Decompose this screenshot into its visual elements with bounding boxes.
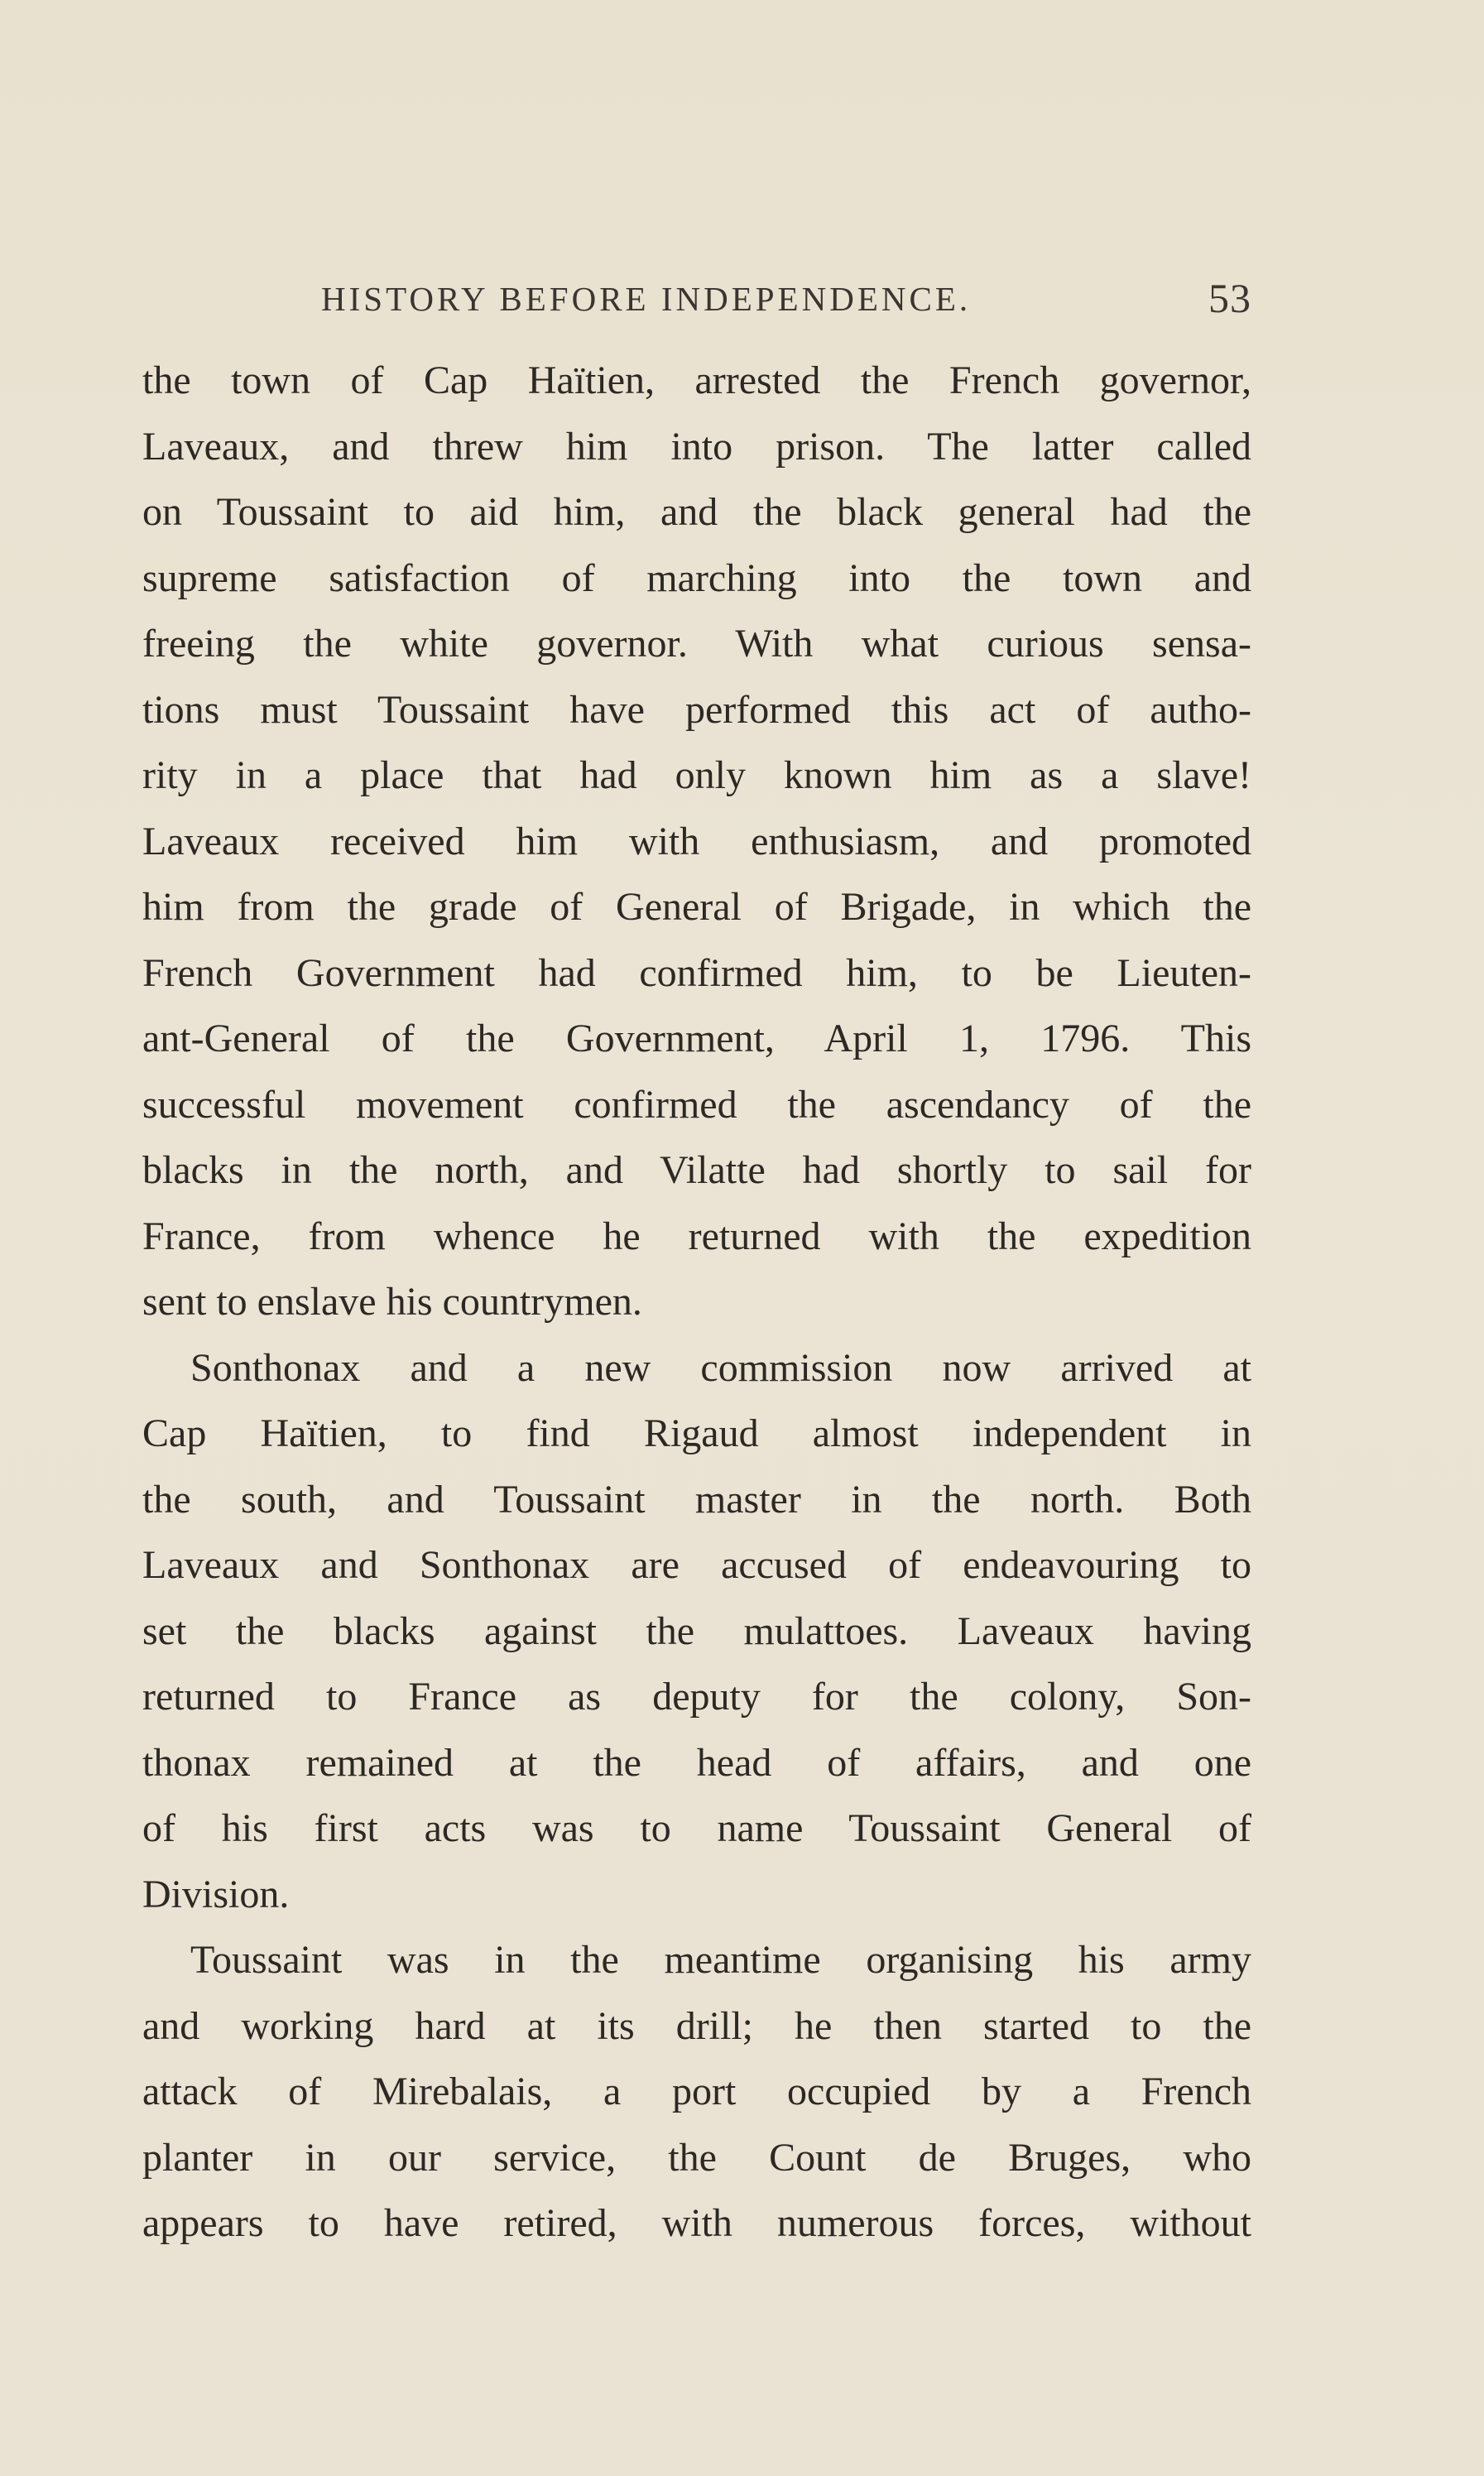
text-line: tions must Toussaint have performed this act of autho- <box>142 687 1251 732</box>
text-line: and working hard at its drill; he then started to the <box>142 2003 1251 2048</box>
text-line: the south, and Toussaint master in the north. Both <box>142 1477 1251 1522</box>
text-line: him from the grade of General of Brigade, in which the <box>142 885 1251 929</box>
body-text <box>142 348 1251 2257</box>
text-line: Sonthonax and a new commission now arrived at <box>190 1345 1251 1390</box>
text-line: Laveaux and Sonthonax are accused of endeavouring to <box>142 1543 1251 1587</box>
text-line: Laveaux, and threw him into prison. The latter called <box>142 424 1251 469</box>
text-line: sent to enslave his countrymen. <box>142 1280 642 1324</box>
text-line: planter in our service, the Count de Bruges, who <box>142 2135 1251 2180</box>
text-line: ant-General of the Government, April 1, 1796. This <box>142 1017 1251 1060</box>
running-head <box>321 275 1251 329</box>
text-line: France, from whence he returned with the expedition <box>142 1214 1251 1258</box>
text-line: of his first acts was to name Toussaint General of <box>142 1806 1251 1850</box>
text-line: set the blacks against the mulattoes. Laveaux having <box>142 1608 1251 1653</box>
text-line: Cap Haïtien, to find Rigaud almost independent in <box>142 1411 1251 1455</box>
text-line: Laveaux received him with enthusiasm, and promoted <box>142 819 1251 863</box>
text-line: French Government had confirmed him, to be Lieuten- <box>142 950 1251 995</box>
text-line: blacks in the north, and Vilatte had shortly to sail for <box>142 1148 1251 1192</box>
text-line: attack of Mirebalais, a port occupied by a French <box>142 2070 1251 2113</box>
text-line: on Toussaint to aid him, and the black general had the <box>142 490 1251 534</box>
text-line: returned to France as deputy for the colony, Son- <box>142 1675 1251 1719</box>
text-line: supreme satisfaction of marching into the town and <box>142 555 1251 600</box>
text-line: the town of Cap Haïtien, arrested the French governor, <box>142 358 1251 402</box>
text-line: successful movement confirmed the ascendancy of the <box>142 1082 1251 1127</box>
text-line: freeing the white governor. With what curious sensa- <box>142 622 1251 666</box>
page-number: 53 <box>1208 275 1251 321</box>
text-line: Division. <box>142 1872 290 1916</box>
text-line: rity in a place that had only known him as a slave! <box>142 753 1251 797</box>
text-line: appears to have retired, with numerous forces, without <box>142 2201 1251 2245</box>
text-line: thonax remained at the head of affairs, and one <box>142 1740 1251 1785</box>
text-line: Toussaint was in the meantime organising his army <box>190 1938 1251 1982</box>
running-head-title: HISTORY BEFORE INDEPENDENCE. <box>321 280 972 318</box>
